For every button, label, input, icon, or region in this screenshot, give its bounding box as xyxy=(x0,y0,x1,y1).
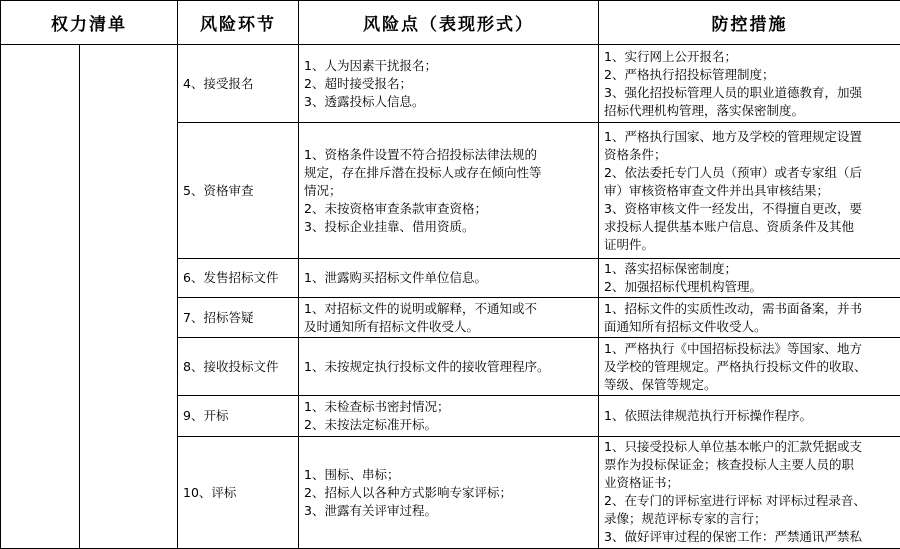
measure-line: 2、加强招标代理机构管理。 xyxy=(604,278,895,296)
risk-line: 1、未按规定执行投标文件的接收管理程序。 xyxy=(304,358,593,376)
header-control-measures: 防控措施 xyxy=(599,1,900,45)
risk-line: 3、透露投标人信息。 xyxy=(304,93,593,111)
measure-line: 1、招标文件的实质性改动，需书面备案，并书 xyxy=(604,300,895,318)
measure-line: 审）审核资格审查文件并出具审核结果； xyxy=(604,182,895,200)
measure-line: 3、强化招投标管理人员的职业道德教育，加强 xyxy=(604,84,895,102)
risk-step-cell: 10、评标 xyxy=(178,437,299,549)
risk-point-cell xyxy=(299,45,599,123)
risk-step-cell: 4、接受报名 xyxy=(178,45,299,123)
risk-line: 规定，存在排斥潜在投标人或存在倾向性等 xyxy=(304,164,593,182)
measure-line: 1、严格执行《中国招标投标法》等国家、地方 xyxy=(604,340,895,358)
measure-line: 录像；规范评标专家的言行； xyxy=(604,510,895,528)
measure-line: 面通知所有招标文件收受人。 xyxy=(604,318,895,336)
measure-cell xyxy=(599,437,900,549)
measure-cell xyxy=(599,298,900,338)
measure-line: 业资格证书； xyxy=(604,474,895,492)
risk-line: 2、招标人以各种方式影响专家评标； xyxy=(304,484,593,502)
measure-line: 1、落实招标保密制度； xyxy=(604,260,895,278)
risk-line: 情况； xyxy=(304,182,593,200)
header-risk-point: 风险点（表现形式） xyxy=(299,1,599,45)
risk-point-cell xyxy=(299,338,599,396)
power-list-cell-a xyxy=(1,45,80,549)
header-power-list: 权力清单 xyxy=(1,1,178,45)
measure-line: 2、依法委托专门人员（预审）或者专家组（后 xyxy=(604,164,895,182)
table-row xyxy=(1,45,900,123)
measure-line: 3、资格审核文件一经发出，不得擅自更改，要 xyxy=(604,200,895,218)
measure-cell xyxy=(599,396,900,437)
measure-line: 求投标人提供基本账户信息、资质条件及其他 xyxy=(604,218,895,236)
measure-line: 证明件。 xyxy=(604,236,895,254)
risk-line: 1、人为因素干扰报名； xyxy=(304,57,593,75)
measure-line: 3、做好评审过程的保密工作：严禁通讯严禁私 xyxy=(604,528,895,546)
measure-line: 招标代理机构管理，落实保密制度。 xyxy=(604,102,895,120)
risk-line: 3、投标企业挂靠、借用资质。 xyxy=(304,218,593,236)
measure-line: 1、依照法律规范执行开标操作程序。 xyxy=(604,407,895,425)
risk-point-cell xyxy=(299,259,599,298)
risk-step-cell: 5、资格审查 xyxy=(178,123,299,259)
risk-line: 2、未按法定标准开标。 xyxy=(304,416,593,434)
measure-line: 2、在专门的评标室进行评标 对评标过程录音、 xyxy=(604,492,895,510)
risk-step-cell: 9、开标 xyxy=(178,396,299,437)
risk-point-cell xyxy=(299,396,599,437)
measure-cell xyxy=(599,338,900,396)
measure-line: 1、实行网上公开报名； xyxy=(604,48,895,66)
power-list-cell-b xyxy=(80,45,178,549)
risk-point-cell xyxy=(299,123,599,259)
risk-step-cell: 8、接收投标文件 xyxy=(178,338,299,396)
risk-point-cell xyxy=(299,298,599,338)
risk-step-cell: 6、发售招标文件 xyxy=(178,259,299,298)
measure-line: 2、严格执行招投标管理制度； xyxy=(604,66,895,84)
risk-line: 2、超时接受报名； xyxy=(304,75,593,93)
risk-point-cell xyxy=(299,437,599,549)
measure-line: 1、只接受投标人单位基本帐户的汇款凭据或支 xyxy=(604,438,895,456)
measure-cell xyxy=(599,259,900,298)
measure-line: 票作为投标保证金；核查投标人主要人员的职 xyxy=(604,456,895,474)
measure-line: 等级、保管等规定。 xyxy=(604,376,895,394)
risk-line: 1、资格条件设置不符合招投标法律法规的 xyxy=(304,146,593,164)
measure-line: 及学校的管理规定。严格执行投标文件的收取、 xyxy=(604,358,895,376)
measure-cell xyxy=(599,45,900,123)
risk-line: 及时通知所有招标文件收受人。 xyxy=(304,318,593,336)
measure-line: 资格条件； xyxy=(604,146,895,164)
risk-line: 1、泄露购买招标文件单位信息。 xyxy=(304,269,593,287)
measure-line: 1、严格执行国家、地方及学校的管理规定设置 xyxy=(604,128,895,146)
measure-cell xyxy=(599,123,900,259)
risk-line: 3、泄露有关评审过程。 xyxy=(304,502,593,520)
risk-line: 2、未按资格审查条款审查资格； xyxy=(304,200,593,218)
risk-line: 1、围标、串标； xyxy=(304,466,593,484)
header-risk-step: 风险环节 xyxy=(178,1,299,45)
risk-step-cell: 7、招标答疑 xyxy=(178,298,299,338)
risk-line: 1、未检查标书密封情况； xyxy=(304,398,593,416)
header-row xyxy=(1,1,900,45)
risk-line: 1、对招标文件的说明或解释，不通知或不 xyxy=(304,300,593,318)
